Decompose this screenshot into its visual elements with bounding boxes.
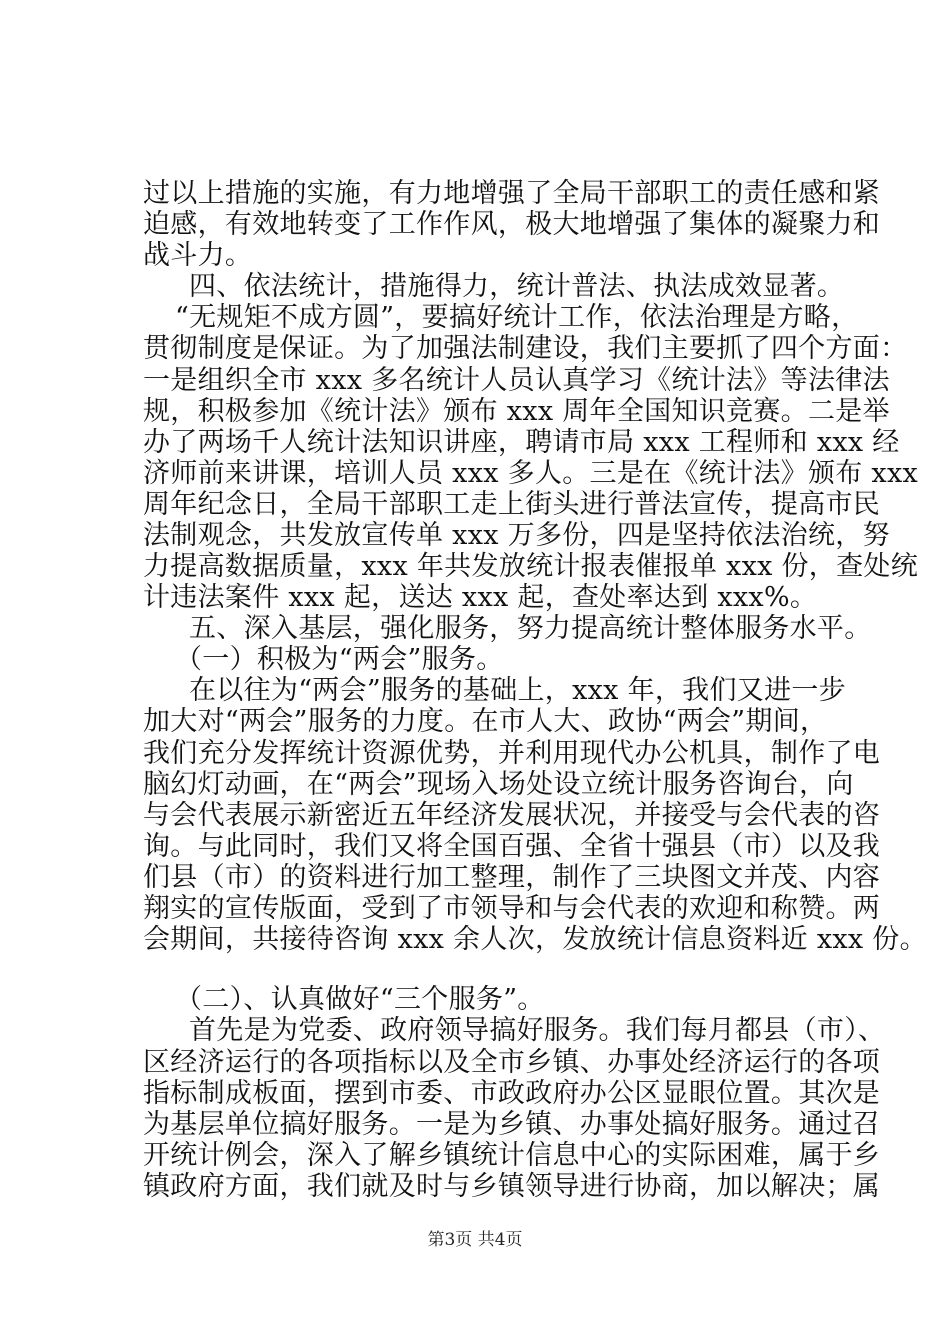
text-line: 法制观念，共发放宣传单 xxx 万多份，四是坚持依法治统，努 — [143, 520, 890, 551]
text-line: 与会代表展示新密近五年经济发展状况，并接受与会代表的咨 — [143, 800, 881, 831]
section-heading: 四、依法统计，措施得力，统计普法、执法成效显著。 — [189, 271, 845, 302]
text-line: 为基层单位搞好服务。一是为乡镇、办事处搞好服务。通过召 — [143, 1109, 881, 1140]
text-line: 我们充分发挥统计资源优势，并利用现代办公机具，制作了电 — [143, 738, 881, 769]
text-line: 周年纪念日，全局干部职工走上街头进行普法宣传，提高市民 — [143, 489, 881, 520]
text-line: 贯彻制度是保证。为了加强法制建设，我们主要抓了四个方面： — [143, 333, 908, 364]
text-line: 迫感，有效地转变了工作作风，极大地增强了集体的凝聚力和 — [143, 209, 881, 240]
text-line: 办了两场千人统计法知识讲座，聘请市局 xxx 工程师和 xxx 经 — [143, 427, 900, 458]
text-line: 区经济运行的各项指标以及全市乡镇、办事处经济运行的各项 — [143, 1047, 881, 1078]
text-line: 过以上措施的实施，有力地增强了全局干部职工的责任感和紧 — [143, 178, 881, 209]
text-line: 力提高数据质量，xxx 年共发放统计报表催报单 xxx 份，查处统 — [143, 551, 919, 582]
text-line: 一是组织全市 xxx 多名统计人员认真学习《统计法》等法律法 — [143, 365, 890, 396]
text-line: 脑幻灯动画，在“两会”现场入场处设立统计服务咨询台，向 — [143, 769, 854, 800]
text-line: 询。与此同时，我们又将全国百强、全省十强县（市）以及我 — [143, 831, 881, 862]
text-line: 在以往为“两会”服务的基础上，xxx 年，我们又进一步 — [189, 675, 846, 706]
text-line: 战斗力。 — [143, 240, 253, 271]
section-heading: 五、深入基层，强化服务，努力提高统计整体服务水平。 — [189, 613, 872, 644]
subsection-heading: （一）积极为“两会”服务。 — [175, 644, 504, 675]
text-line: 济师前来讲课，培训人员 xxx 多人。三是在《统计法》颁布 xxx — [143, 458, 919, 489]
text-line: “无规矩不成方圆”，要搞好统计工作，依法治理是方略， — [175, 302, 859, 333]
text-line: 开统计例会，深入了解乡镇统计信息中心的实际困难，属于乡 — [143, 1140, 881, 1171]
text-line: 指标制成板面，摆到市委、市政政府办公区显眼位置。其次是 — [143, 1078, 881, 1109]
text-line: 计违法案件 xxx 起，送达 xxx 起，查处率达到 xxx%。 — [143, 582, 818, 613]
text-line: 规，积极参加《统计法》颁布 xxx 周年全国知识竞赛。二是举 — [143, 396, 890, 427]
subsection-heading: （二）、认真做好“三个服务”。 — [175, 984, 545, 1015]
text-line: 翔实的宣传版面，受到了市领导和与会代表的欢迎和称赞。两 — [143, 893, 881, 924]
text-line: 加大对“两会”服务的力度。在市人大、政协“两会”期间， — [143, 706, 828, 737]
text-line: 会期间，共接待咨询 xxx 余人次，发放统计信息资料近 xxx 份。 — [143, 924, 927, 955]
text-line: 们县（市）的资料进行加工整理，制作了三块图文并茂、内容 — [143, 862, 881, 893]
page-footer: 第3页 共4页 — [427, 1230, 523, 1250]
text-line: 首先是为党委、政府领导搞好服务。我们每月都县（市）、 — [189, 1015, 886, 1046]
text-line: 镇政府方面，我们就及时与乡镇领导进行协商，加以解决；属 — [143, 1171, 881, 1202]
